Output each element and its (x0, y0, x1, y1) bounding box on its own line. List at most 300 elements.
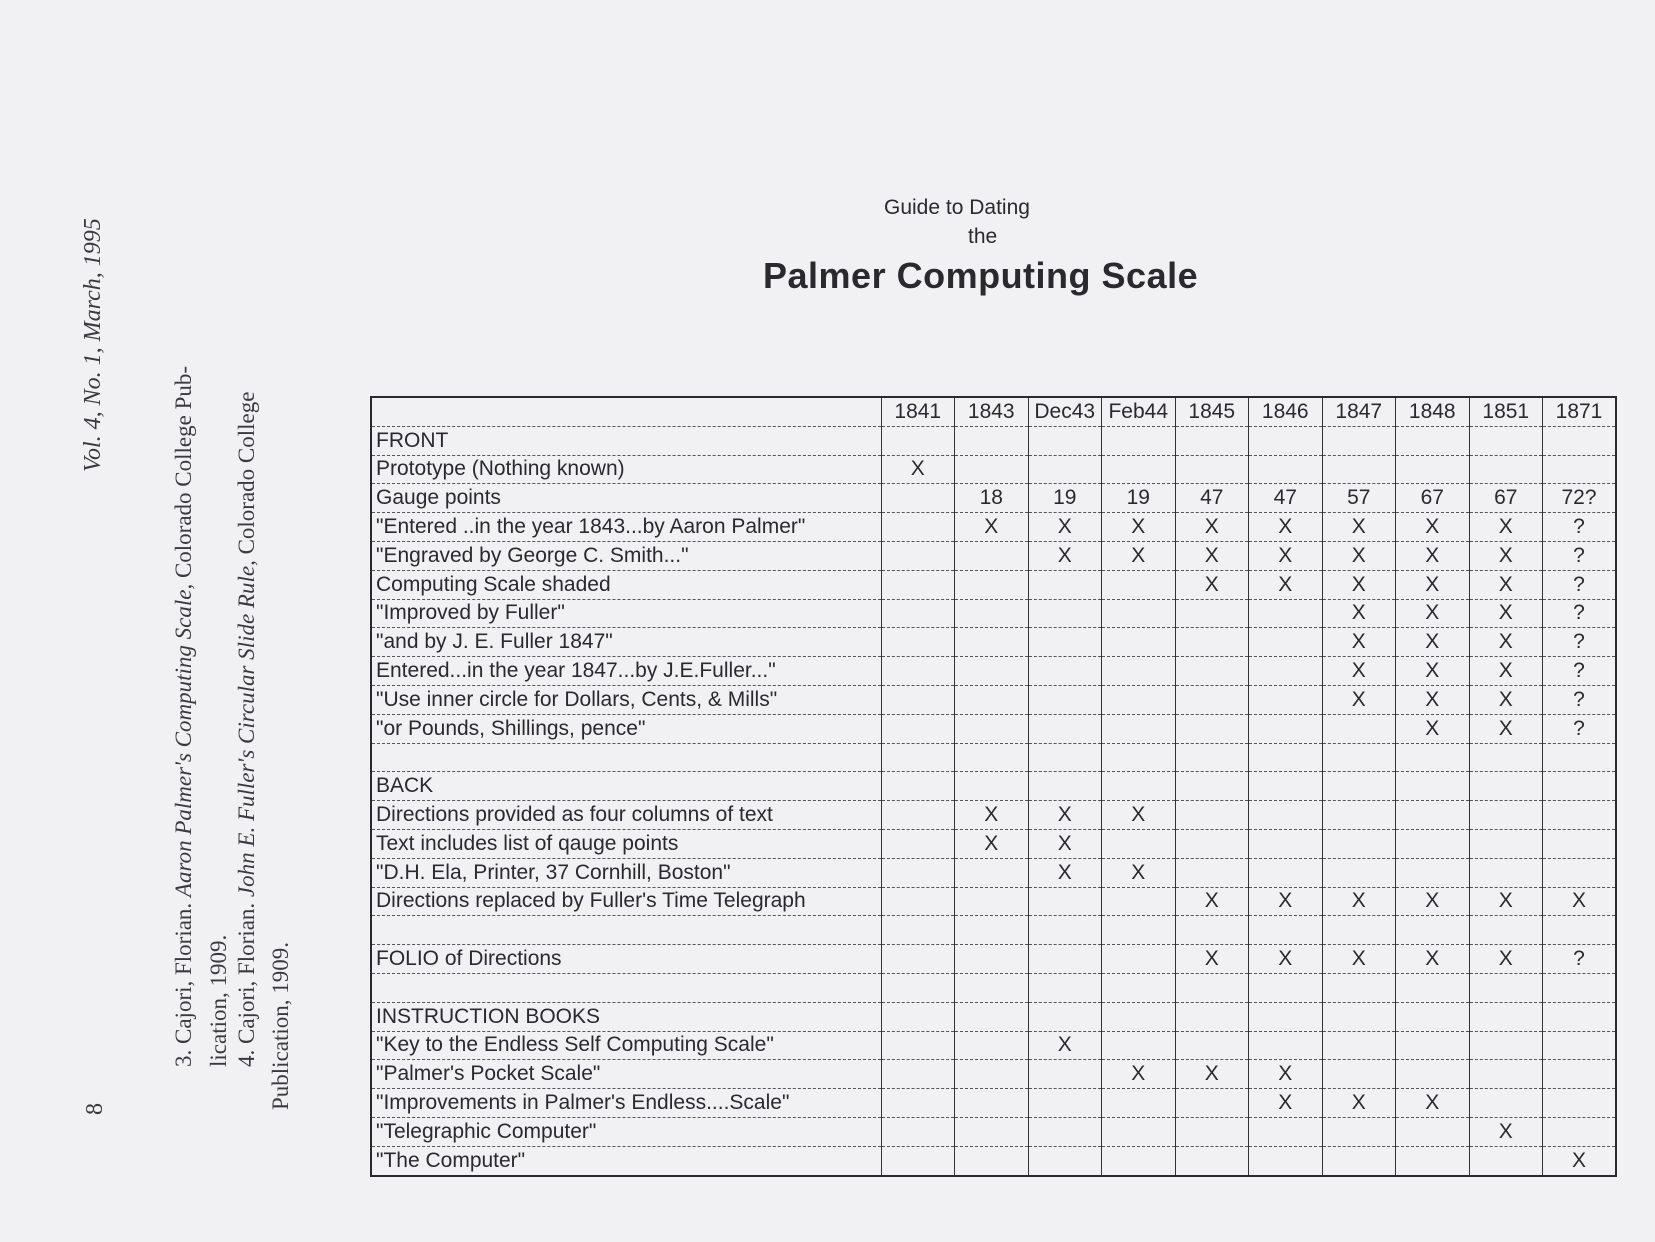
table-cell (1249, 685, 1323, 714)
table-cell (1175, 1089, 1249, 1118)
table-cell (1249, 1117, 1323, 1146)
table-cell (955, 772, 1029, 801)
table-row (371, 685, 1616, 714)
table-cell (881, 743, 955, 772)
table-cell: ? (1543, 513, 1617, 542)
table-cell (1396, 772, 1470, 801)
table-cell (1543, 772, 1617, 801)
reference-3-line-1 (171, 366, 197, 1067)
table-cell (955, 743, 1029, 772)
dating-table (370, 396, 1617, 1177)
table-cell (1543, 1060, 1617, 1089)
table-row (371, 570, 1616, 599)
page-number: 8 (82, 1103, 108, 1115)
table-row (371, 887, 1616, 916)
table-cell: X (1469, 599, 1543, 628)
table-cell (1175, 1031, 1249, 1060)
table-cell: X (1322, 945, 1396, 974)
row-label: FOLIO of Directions (371, 945, 881, 974)
table-cell (1322, 829, 1396, 858)
table-cell: X (1469, 1117, 1543, 1146)
table-cell (1469, 801, 1543, 830)
table-cell (1396, 743, 1470, 772)
table-cell: X (1469, 570, 1543, 599)
table-cell (955, 657, 1029, 686)
table-cell: 18 (955, 484, 1029, 513)
table-cell: ? (1543, 570, 1617, 599)
table-cell (1175, 599, 1249, 628)
table-cell (1543, 829, 1617, 858)
table-cell (1175, 1146, 1249, 1175)
table-cell (881, 657, 955, 686)
table-cell: 67 (1396, 484, 1470, 513)
table-cell (881, 1089, 955, 1118)
table-cell: X (1322, 513, 1396, 542)
table-cell: X (1469, 945, 1543, 974)
table-row (371, 1031, 1616, 1060)
table-cell (1249, 1146, 1323, 1175)
table-cell (1469, 1146, 1543, 1175)
table-cell (955, 858, 1029, 887)
table-cell: X (1543, 1146, 1617, 1175)
table-cell: X (1543, 887, 1617, 916)
table-cell: 47 (1175, 484, 1249, 513)
table-cell (1028, 887, 1102, 916)
table-cell (1322, 455, 1396, 484)
table-cell (1249, 599, 1323, 628)
table-cell (1102, 973, 1176, 1002)
table-cell (1102, 714, 1176, 743)
table-cell: X (1175, 513, 1249, 542)
table-cell (1249, 1002, 1323, 1031)
table-cell: 67 (1469, 484, 1543, 513)
table-row (371, 1146, 1616, 1175)
table-cell (1396, 426, 1470, 455)
table-cell (1322, 1117, 1396, 1146)
table-cell (1322, 973, 1396, 1002)
row-label: "Telegraphic Computer" (371, 1117, 881, 1146)
table-cell: X (955, 829, 1029, 858)
table-cell (1028, 973, 1102, 1002)
table-row (371, 628, 1616, 657)
table-cell: 47 (1249, 484, 1323, 513)
table-cell (1028, 1117, 1102, 1146)
table-cell (1102, 685, 1176, 714)
table-cell: X (955, 513, 1029, 542)
table-cell (1249, 772, 1323, 801)
row-label: "Palmer's Pocket Scale" (371, 1060, 881, 1089)
row-label (371, 916, 881, 945)
reference-3-line-2: lication, 1909. (206, 934, 231, 1067)
table-row (371, 1089, 1616, 1118)
table-cell: X (1102, 801, 1176, 830)
table-cell (881, 484, 955, 513)
table-cell (881, 1060, 955, 1089)
table-cell (1028, 599, 1102, 628)
table-cell (1175, 772, 1249, 801)
table-cell (1249, 628, 1323, 657)
table-row (371, 484, 1616, 513)
table-cell: X (1175, 945, 1249, 974)
table-cell (881, 829, 955, 858)
table-cell (1175, 801, 1249, 830)
table-cell (955, 1117, 1029, 1146)
table-cell (1102, 1146, 1176, 1175)
row-label (371, 973, 881, 1002)
column-header: Dec43 (1028, 397, 1102, 426)
reference-4-line-1 (234, 392, 260, 1067)
table-cell (1028, 916, 1102, 945)
table-cell (1028, 1060, 1102, 1089)
table-cell: X (1249, 945, 1323, 974)
row-label: "or Pounds, Shillings, pence" (371, 714, 881, 743)
table-cell (1322, 916, 1396, 945)
table-cell (1543, 916, 1617, 945)
table-cell: ? (1543, 628, 1617, 657)
table-cell (955, 1060, 1029, 1089)
table-cell (1543, 1089, 1617, 1118)
table-cell (1469, 455, 1543, 484)
column-header: 1847 (1322, 397, 1396, 426)
row-label: Entered...in the year 1847...by J.E.Fuller..." (371, 657, 881, 686)
table-cell: X (1028, 829, 1102, 858)
row-label: FRONT (371, 426, 881, 455)
table-header-row (371, 397, 1616, 426)
table-cell (1175, 858, 1249, 887)
ref4-title: John E. Fuller's Circular Slide Rule, (234, 560, 259, 898)
table-cell (1469, 743, 1543, 772)
table-cell (1396, 916, 1470, 945)
table-cell: 57 (1322, 484, 1396, 513)
table-cell (881, 714, 955, 743)
reference-4-line-2: Publication, 1909. (268, 941, 293, 1110)
table-row (371, 916, 1616, 945)
table-row (371, 743, 1616, 772)
table-cell (1322, 858, 1396, 887)
table-cell (881, 685, 955, 714)
table-cell: X (1249, 887, 1323, 916)
table-cell (955, 1002, 1029, 1031)
table-cell (1322, 1002, 1396, 1031)
table-cell: X (881, 455, 955, 484)
table-cell (881, 858, 955, 887)
table-cell (1396, 1060, 1470, 1089)
table-cell (1102, 772, 1176, 801)
table-cell: X (1249, 1089, 1323, 1118)
ref4-suffix: Colorado College (234, 391, 259, 561)
column-header: Feb44 (1102, 397, 1176, 426)
table-cell (955, 628, 1029, 657)
table-cell (1028, 455, 1102, 484)
table-cell (955, 426, 1029, 455)
table-cell (1028, 426, 1102, 455)
table-cell: X (1469, 513, 1543, 542)
table-row (371, 513, 1616, 542)
table-cell (1102, 1089, 1176, 1118)
table-cell (1175, 657, 1249, 686)
table-cell (1102, 1002, 1176, 1031)
table-cell: 72? (1543, 484, 1617, 513)
table-cell (1543, 426, 1617, 455)
table-cell: X (1249, 513, 1323, 542)
table-cell (1249, 714, 1323, 743)
table-cell (1396, 1117, 1470, 1146)
table-cell (1469, 829, 1543, 858)
table-cell: X (1396, 714, 1470, 743)
table-row (371, 858, 1616, 887)
table-cell (1543, 743, 1617, 772)
table-cell (955, 1089, 1029, 1118)
table-row (371, 657, 1616, 686)
table-cell (955, 945, 1029, 974)
table-cell (1469, 973, 1543, 1002)
table-cell (1396, 455, 1470, 484)
table-cell (1396, 1146, 1470, 1175)
table-cell (1102, 1031, 1176, 1060)
table-cell (881, 916, 955, 945)
table-cell: X (1469, 714, 1543, 743)
table-cell (1249, 973, 1323, 1002)
table-cell (1249, 657, 1323, 686)
title-line-1: Guide to Dating (884, 196, 1030, 219)
row-label: Directions provided as four columns of text (371, 801, 881, 830)
table-cell (1102, 743, 1176, 772)
table-cell (1322, 426, 1396, 455)
table-cell: X (1396, 570, 1470, 599)
table-cell (1175, 1117, 1249, 1146)
column-header: 1848 (1396, 397, 1470, 426)
table-cell (1028, 772, 1102, 801)
table-cell: X (1249, 1060, 1323, 1089)
table-cell (1028, 1146, 1102, 1175)
table-cell (1175, 714, 1249, 743)
table-cell (1175, 1002, 1249, 1031)
ref3-suffix: Colorado College Pub- (171, 365, 196, 584)
table-cell (1175, 743, 1249, 772)
table-cell (1102, 455, 1176, 484)
table-cell: X (1249, 570, 1323, 599)
table-cell (881, 426, 955, 455)
table-cell (881, 945, 955, 974)
table-cell: X (1028, 1031, 1102, 1060)
table-cell (1543, 858, 1617, 887)
table-cell (881, 1146, 955, 1175)
title-line-2: the (968, 225, 998, 248)
table-cell (1175, 628, 1249, 657)
column-header: 1843 (955, 397, 1029, 426)
table-cell (1102, 657, 1176, 686)
table-cell: 19 (1102, 484, 1176, 513)
table-cell (1249, 455, 1323, 484)
table-cell (881, 599, 955, 628)
row-label: Gauge points (371, 484, 881, 513)
table-cell (1322, 743, 1396, 772)
table-cell (1028, 714, 1102, 743)
table-cell: X (1396, 628, 1470, 657)
row-label: "The Computer" (371, 1146, 881, 1175)
row-label: Prototype (Nothing known) (371, 455, 881, 484)
ref3-prefix: 3. Cajori, Florian. (171, 897, 196, 1067)
table-row (371, 541, 1616, 570)
table-cell (1175, 973, 1249, 1002)
table-cell (1249, 801, 1323, 830)
table-cell (1543, 1117, 1617, 1146)
row-label (371, 743, 881, 772)
table-cell (1469, 916, 1543, 945)
table-row (371, 1060, 1616, 1089)
table-cell (955, 541, 1029, 570)
table-cell: ? (1543, 541, 1617, 570)
table-row (371, 1002, 1616, 1031)
row-label: "Use inner circle for Dollars, Cents, & Mills" (371, 685, 881, 714)
table-cell: ? (1543, 945, 1617, 974)
row-label: "Engraved by George C. Smith..." (371, 541, 881, 570)
table-cell: X (1469, 685, 1543, 714)
table-cell: X (1102, 858, 1176, 887)
table-row (371, 801, 1616, 830)
table-cell: X (1469, 657, 1543, 686)
column-header: 1841 (881, 397, 955, 426)
table-cell (881, 1031, 955, 1060)
table-cell (881, 541, 955, 570)
table-cell: X (1469, 628, 1543, 657)
table-cell: X (1469, 887, 1543, 916)
table-cell (881, 801, 955, 830)
table-cell (1102, 829, 1176, 858)
table-cell (955, 916, 1029, 945)
table-cell: X (1396, 685, 1470, 714)
table-cell: X (1175, 570, 1249, 599)
table-cell (1028, 570, 1102, 599)
table-cell (1028, 1089, 1102, 1118)
table-cell (1469, 1031, 1543, 1060)
table-row (371, 945, 1616, 974)
table-cell: X (1396, 657, 1470, 686)
table-cell (1396, 829, 1470, 858)
table-cell (1102, 887, 1176, 916)
table-cell: X (1322, 1089, 1396, 1118)
table-row (371, 973, 1616, 1002)
table-cell (881, 1117, 955, 1146)
table-cell: X (1396, 1089, 1470, 1118)
table-cell: X (955, 801, 1029, 830)
row-label: INSTRUCTION BOOKS (371, 1002, 881, 1031)
table-cell (1396, 1002, 1470, 1031)
table-cell: X (1396, 945, 1470, 974)
table-cell: X (1322, 570, 1396, 599)
row-label: "Key to the Endless Self Computing Scale" (371, 1031, 881, 1060)
table-cell: X (1028, 801, 1102, 830)
table-cell (1543, 455, 1617, 484)
table-cell (1028, 743, 1102, 772)
table-cell (1322, 714, 1396, 743)
table-cell: X (1322, 599, 1396, 628)
table-cell (881, 772, 955, 801)
table-cell: X (1028, 858, 1102, 887)
table-cell: ? (1543, 657, 1617, 686)
table-cell (1543, 801, 1617, 830)
table-cell: X (1175, 1060, 1249, 1089)
table-cell (1543, 1031, 1617, 1060)
table-row (371, 714, 1616, 743)
table-cell (881, 570, 955, 599)
table-cell: X (1396, 887, 1470, 916)
row-label: BACK (371, 772, 881, 801)
table-row (371, 1117, 1616, 1146)
table-cell: X (1322, 657, 1396, 686)
table-body (371, 426, 1616, 1175)
table-cell: ? (1543, 599, 1617, 628)
table-cell: X (1102, 1060, 1176, 1089)
row-label: "and by J. E. Fuller 1847" (371, 628, 881, 657)
table-cell: X (1322, 685, 1396, 714)
column-header: 1871 (1543, 397, 1617, 426)
table-cell (1396, 973, 1470, 1002)
table-cell (1469, 1002, 1543, 1031)
table-cell (1102, 599, 1176, 628)
table-cell: ? (1543, 685, 1617, 714)
table-cell (1322, 801, 1396, 830)
table-cell (955, 599, 1029, 628)
table-row (371, 426, 1616, 455)
table-cell (1322, 1060, 1396, 1089)
table-cell (1249, 829, 1323, 858)
table-cell (1175, 916, 1249, 945)
table-cell: X (1102, 541, 1176, 570)
table-cell (955, 1146, 1029, 1175)
table-cell (1469, 426, 1543, 455)
table-cell (1102, 628, 1176, 657)
table-cell (1396, 1031, 1470, 1060)
row-label: "D.H. Ela, Printer, 37 Cornhill, Boston" (371, 858, 881, 887)
table-cell (1469, 1089, 1543, 1118)
table-cell (1469, 772, 1543, 801)
table-cell (1322, 1146, 1396, 1175)
table-cell (881, 973, 955, 1002)
table-cell (1249, 916, 1323, 945)
table-cell (1028, 628, 1102, 657)
table-cell (1469, 858, 1543, 887)
table-cell (1249, 1031, 1323, 1060)
column-header: 1846 (1249, 397, 1323, 426)
table-cell (1469, 1060, 1543, 1089)
table-cell (955, 570, 1029, 599)
table-cell (1249, 858, 1323, 887)
table-cell: ? (1543, 714, 1617, 743)
table-cell (1028, 945, 1102, 974)
table-cell (1543, 1002, 1617, 1031)
table-cell (955, 714, 1029, 743)
table-cell (1102, 570, 1176, 599)
column-header: 1845 (1175, 397, 1249, 426)
table-cell (1028, 685, 1102, 714)
table-cell (1102, 945, 1176, 974)
header-blank (371, 397, 881, 426)
table-cell (1102, 916, 1176, 945)
column-header: 1851 (1469, 397, 1543, 426)
table-cell (881, 1002, 955, 1031)
table-cell (1322, 772, 1396, 801)
table-cell (1102, 426, 1176, 455)
table-cell (1175, 685, 1249, 714)
table-cell: X (1102, 513, 1176, 542)
row-label: "Improved by Fuller" (371, 599, 881, 628)
table-cell (1249, 743, 1323, 772)
journal-citation: Vol. 4, No. 1, March, 1995 (80, 218, 106, 472)
table-cell (1543, 973, 1617, 1002)
table-cell (955, 973, 1029, 1002)
table-cell: X (1175, 541, 1249, 570)
